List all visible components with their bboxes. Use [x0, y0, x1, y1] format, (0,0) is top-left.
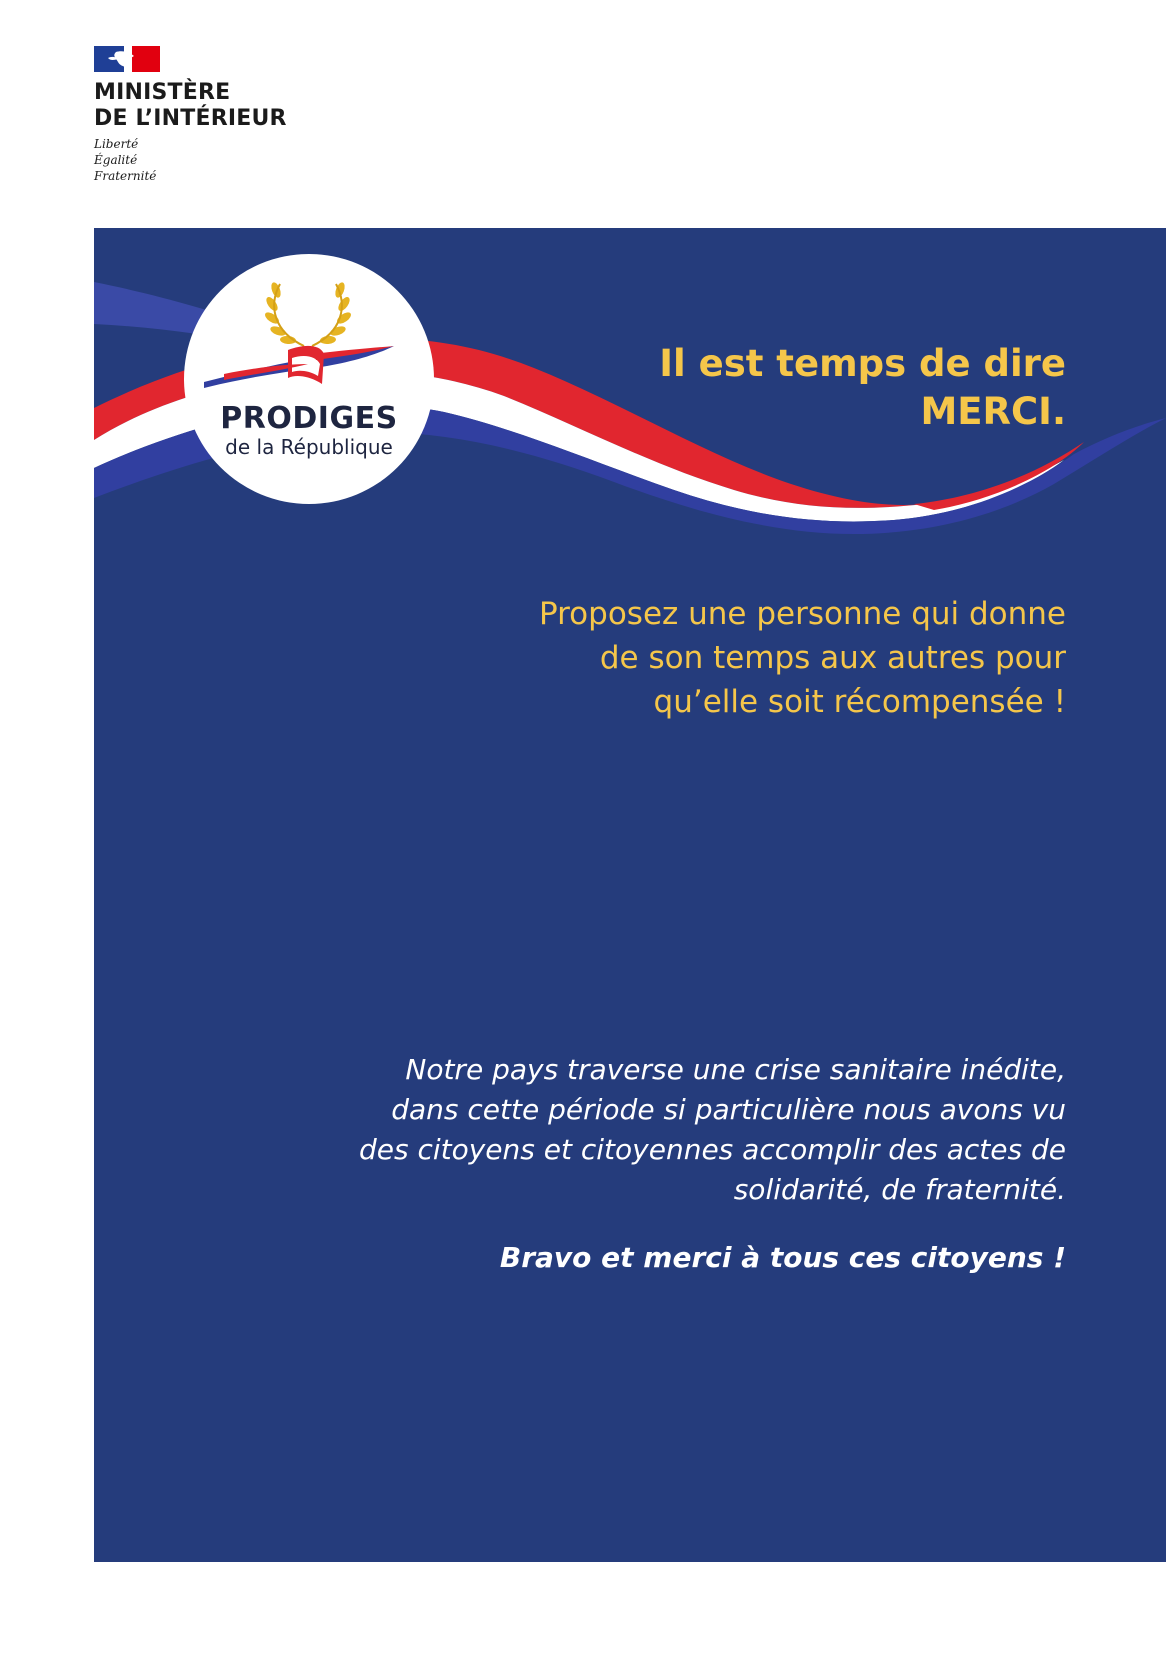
ministry-name-line1: MINISTÈRE [94, 80, 231, 105]
body-line2: dans cette période si particulière nous avons vu [391, 1093, 1066, 1126]
body-line4: solidarité, de fraternité. [733, 1173, 1066, 1206]
body-paragraph [266, 1050, 1066, 1210]
marianne-flag-icon [94, 46, 160, 72]
campaign-poster [94, 228, 1166, 1562]
ministry-header [94, 46, 354, 196]
badge-subtitle: de la République [225, 435, 393, 459]
body-line1: Notre pays traverse une crise sanitaire inédite, [405, 1053, 1066, 1086]
call-to-action-line2: de son temps aux autres pour [599, 640, 1066, 676]
headline-line1: Il est temps de dire [659, 342, 1066, 385]
republic-motto [94, 136, 156, 184]
ministry-name-line2: DE L’INTÉRIEUR [94, 106, 287, 131]
prodiges-badge [184, 254, 434, 504]
ministry-name [94, 80, 287, 132]
badge-title: PRODIGES [220, 401, 398, 436]
body-line3: des citoyens et citoyennes accomplir des actes de [358, 1133, 1066, 1166]
motto-liberte: Liberté [94, 137, 139, 151]
call-to-action-line1: Proposez une personne qui donne [538, 596, 1066, 632]
motto-fraternite: Fraternité [94, 169, 157, 183]
headline [506, 340, 1066, 436]
headline-line2: MERCI. [920, 390, 1066, 433]
motto-egalite: Égalité [94, 153, 138, 167]
call-to-action-line3: qu’elle soit récompensée ! [653, 684, 1066, 720]
closing-line: Bravo et merci à tous ces citoyens ! [499, 1241, 1066, 1274]
call-to-action [426, 592, 1066, 724]
laurel-ribbon-icon [184, 254, 434, 504]
